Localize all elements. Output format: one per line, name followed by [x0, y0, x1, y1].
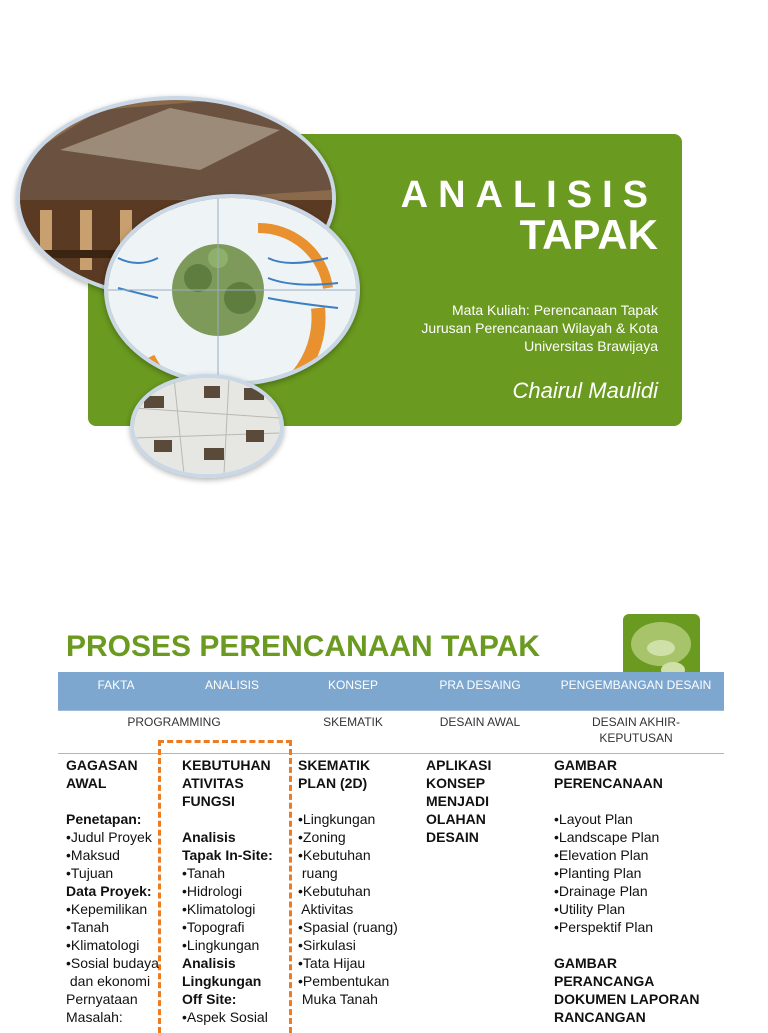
col5-gambar-perancangan: DOKUMEN LAPORAN	[554, 991, 700, 1007]
author-name: Chairul Maulidi	[512, 378, 658, 403]
col5-heading: PERENCANAAN	[554, 775, 663, 791]
col2-heading: FUNGSI	[182, 793, 235, 809]
header-konsep: KONSEP	[327, 678, 378, 692]
list-item: •Aspek Sosial	[182, 1009, 268, 1025]
list-item: •Layout Plan	[554, 811, 633, 827]
phase-skematik: SKEMATIK	[323, 715, 383, 729]
list-item: ruang	[298, 865, 338, 881]
col1-heading: AWAL	[66, 775, 107, 791]
list-item: •Utility Plan	[554, 901, 626, 917]
list-item: •Kebutuhan	[298, 847, 371, 863]
title-line-1: ANALISIS	[400, 174, 658, 216]
phase-desain-akhir: DESAIN AKHIR- KEPUTUSAN	[591, 715, 681, 745]
col5-gambar-perancangan: PERANCANGA	[554, 973, 655, 989]
list-item: •Lingkungan	[182, 937, 260, 953]
column-konsep	[298, 756, 423, 1008]
table-header-row	[58, 672, 724, 710]
list-item: •Spasial (ruang)	[298, 919, 398, 935]
col4-line: KONSEP	[426, 775, 486, 791]
list-item: •Sirkulasi	[298, 937, 356, 953]
col5-gambar-perancangan: RANCANGAN	[554, 1009, 646, 1025]
col5-gambar-perancangan: GAMBAR	[554, 955, 617, 971]
list-item: •Tata Hijau	[298, 955, 366, 971]
list-item: •Pembentukan	[298, 973, 390, 989]
col2-analisis-off-site: Lingkungan	[182, 973, 262, 989]
subtitle-department: Jurusan Perencanaan Wilayah & Kota	[421, 320, 658, 336]
list-item: •Drainage Plan	[554, 883, 648, 899]
col1-data-proyek: Data Proyek:	[66, 883, 152, 899]
column-pra-desaing	[426, 756, 541, 846]
title-line-2: TAPAK	[519, 211, 658, 258]
list-item: •Klimatologi	[66, 937, 140, 953]
list-item: •Maksud	[66, 847, 120, 863]
col1-pernyataan: Pernyataan	[66, 991, 138, 1007]
header-fakta: FAKTA	[97, 678, 135, 692]
phase-desain-awal: DESAIN AWAL	[439, 715, 521, 729]
col4-line: APLIKASI	[426, 757, 492, 773]
col2-analisis-in-site: Analisis	[182, 829, 236, 845]
list-item: •Hidrologi	[182, 883, 243, 899]
list-item: •Tanah	[66, 919, 110, 935]
column-analisis	[182, 756, 292, 1026]
col2-analisis-off-site: Off Site:	[182, 991, 237, 1007]
column-fakta	[66, 756, 166, 1026]
list-item: •Tujuan	[66, 865, 114, 881]
phase-programming: PROGRAMMING	[127, 715, 221, 729]
site-analysis-sketch	[104, 194, 360, 386]
decorative-ovals	[623, 614, 700, 674]
col2-heading: KEBUTUHAN	[182, 757, 271, 773]
list-item: •Perspektif Plan	[554, 919, 654, 935]
list-item: Aktivitas	[298, 901, 354, 917]
list-item: •Elevation Plan	[554, 847, 649, 863]
col2-analisis-in-site: Tapak In-Site:	[182, 847, 273, 863]
list-item: •Lingkungan	[298, 811, 376, 827]
col2-analisis-off-site: Analisis	[182, 955, 236, 971]
list-item: •Sosial budaya	[66, 955, 159, 971]
list-item: •Landscape Plan	[554, 829, 660, 845]
list-item: •Kepemilikan	[66, 901, 148, 917]
col2-heading: ATIVITAS	[182, 775, 244, 791]
col3-heading: PLAN (2D)	[298, 775, 368, 791]
column-pengembangan-desain	[554, 756, 724, 1026]
list-item: •Klimatologi	[182, 901, 256, 917]
list-item: •Planting Plan	[554, 865, 642, 881]
col3-heading: SKEMATIK	[298, 757, 371, 773]
header-pra-desaing: PRA DESAING	[439, 678, 521, 692]
subtitle-university: Universitas Brawijaya	[524, 338, 658, 354]
header-pengembangan-desain: PENGEMBANGAN DESAIN	[560, 678, 712, 692]
list-item: •Tanah	[182, 865, 226, 881]
list-item: Muka Tanah	[298, 991, 378, 1007]
col1-pernyataan: Masalah:	[66, 1009, 123, 1025]
list-item: •Topografi	[182, 919, 245, 935]
list-item: •Kebutuhan	[298, 883, 371, 899]
slide-title: PROSES PERENCANAAN TAPAK	[66, 630, 540, 663]
col4-line: DESAIN	[426, 829, 479, 845]
list-item: •Judul Proyek	[66, 829, 152, 845]
process-slide	[0, 600, 768, 1024]
header-analisis: ANALISIS	[204, 678, 260, 692]
col1-heading: GAGASAN	[66, 757, 138, 773]
list-item: •Zoning	[298, 829, 346, 845]
col5-heading: GAMBAR	[554, 757, 617, 773]
col1-penetapan: Penetapan:	[66, 811, 142, 827]
site-map-photo	[130, 374, 284, 478]
subtitle-course: Mata Kuliah: Perencanaan Tapak	[452, 302, 658, 318]
col4-line: MENJADI	[426, 793, 490, 809]
col4-line: OLAHAN	[426, 811, 486, 827]
list-item: dan ekonomi	[66, 973, 151, 989]
